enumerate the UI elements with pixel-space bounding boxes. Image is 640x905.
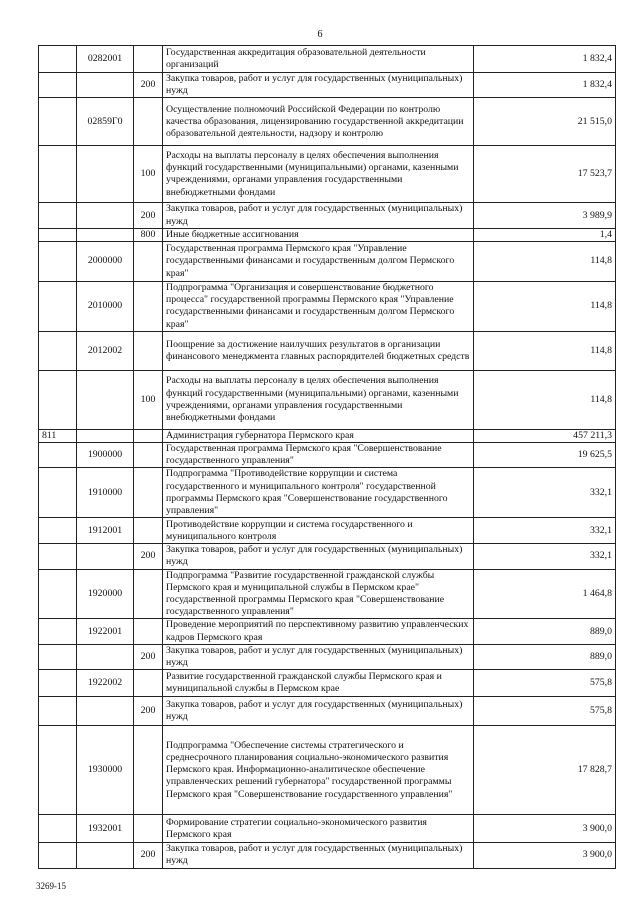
table-cell-vr: 200 xyxy=(134,73,163,98)
table-cell-vr xyxy=(134,98,163,146)
table-cell-ved xyxy=(39,815,77,843)
table-cell-ved xyxy=(39,726,77,815)
table-cell-csr: 02859Г0 xyxy=(77,98,134,146)
table-cell-vr: 200 xyxy=(134,843,163,868)
table-cell-csr: 2012002 xyxy=(77,331,134,370)
table-cell-sum: 3 900,0 xyxy=(474,843,616,868)
table-cell-ved xyxy=(39,518,77,544)
table-cell-sum: 332,1 xyxy=(474,518,616,544)
table-cell-name: Расходы на выплаты персоналу в целях обеспечения выполнения функций государственными (муниципальными) органами, казенными учреждениями, органами управления государственными внебюджетными фондами xyxy=(163,370,474,429)
table-row xyxy=(39,697,616,726)
table-cell-csr xyxy=(77,228,134,241)
table-cell-vr xyxy=(134,429,163,442)
table-cell-csr: 1912001 xyxy=(77,518,134,544)
table-row xyxy=(39,443,616,468)
table-cell-name: Закупка товаров, работ и услуг для государственных (муниципальных) нужд xyxy=(163,843,474,868)
table-cell-csr xyxy=(77,203,134,228)
table-cell-ved xyxy=(39,146,77,203)
table-row xyxy=(39,429,616,442)
table-cell-sum: 889,0 xyxy=(474,644,616,669)
table-cell-vr: 200 xyxy=(134,644,163,669)
table-cell-csr xyxy=(77,644,134,669)
table-cell-csr: 0282001 xyxy=(77,46,134,73)
table-cell-name: Государственная программа Пермского края "Управление государственными финансами и государственным долгом Пермского края" xyxy=(163,242,474,282)
table-cell-vr: 800 xyxy=(134,228,163,241)
table-cell-name: Иные бюджетные ассигнования xyxy=(163,228,474,241)
table-cell-sum: 332,1 xyxy=(474,544,616,569)
table-cell-name: Осуществление полномочий Российской Федерации по контролю качества образования, лицензированию государственной аккредитации образовательной деятельности, надзору и контролю xyxy=(163,98,474,146)
table-cell-vr xyxy=(134,726,163,815)
table-cell-ved xyxy=(39,644,77,669)
table-cell-sum: 17 523,7 xyxy=(474,146,616,203)
table-cell-sum: 575,8 xyxy=(474,670,616,697)
table-cell-csr: 1932001 xyxy=(77,815,134,843)
table-cell-ved xyxy=(39,619,77,644)
table-cell-ved xyxy=(39,73,77,98)
table-cell-ved xyxy=(39,98,77,146)
table-cell-sum: 332,1 xyxy=(474,468,616,518)
table-row xyxy=(39,670,616,697)
table-cell-csr xyxy=(77,843,134,868)
table-cell-vr xyxy=(134,443,163,468)
table-cell-csr xyxy=(77,544,134,569)
table-cell-name: Подпрограмма "Обеспечение системы стратегического и среднесрочного планирования социально-экономического развития Пермского края. Информационно-аналитическое обеспечение управленческих решений губернатора" государственной программы Пермского края "Совершенствование государственного управления" xyxy=(163,726,474,815)
table-cell-sum: 889,0 xyxy=(474,619,616,644)
table-cell-csr xyxy=(77,429,134,442)
table-cell-name: Подпрограмма "Развитие государственной гражданской службы Пермского края и муниципальной службы в Пермском крае" государственной программы Пермского края "Совершенствование государственного управления" xyxy=(163,569,474,619)
table-row xyxy=(39,544,616,569)
table-cell-name: Государственная аккредитация образовательной деятельности организаций xyxy=(163,46,474,73)
table-row xyxy=(39,370,616,429)
table-cell-vr: 200 xyxy=(134,544,163,569)
table-row xyxy=(39,228,616,241)
table-cell-name: Закупка товаров, работ и услуг для государственных (муниципальных) нужд xyxy=(163,697,474,726)
table-cell-name: Противодействие коррупции и система государственного и муниципального контроля xyxy=(163,518,474,544)
table-cell-csr xyxy=(77,73,134,98)
table-cell-sum: 3 900,0 xyxy=(474,815,616,843)
table-cell-ved xyxy=(39,370,77,429)
table-cell-sum: 457 211,3 xyxy=(474,429,616,442)
table-cell-ved xyxy=(39,443,77,468)
table-cell-name: Поощрение за достижение наилучших результатов в организации финансового менеджмента главных распорядителей бюджетных средств xyxy=(163,331,474,370)
table-row xyxy=(39,843,616,868)
table-cell-ved xyxy=(39,242,77,282)
table-cell-csr xyxy=(77,370,134,429)
table-cell-sum: 114,8 xyxy=(474,331,616,370)
budget-table xyxy=(38,45,616,869)
table-row xyxy=(39,815,616,843)
table-cell-vr xyxy=(134,282,163,332)
table-cell-vr: 200 xyxy=(134,697,163,726)
table-cell-ved xyxy=(39,46,77,73)
table-cell-vr xyxy=(134,242,163,282)
table-cell-ved xyxy=(39,569,77,619)
table-cell-vr xyxy=(134,46,163,73)
table-cell-csr xyxy=(77,697,134,726)
table-cell-csr: 2010000 xyxy=(77,282,134,332)
table-cell-sum: 1 832,4 xyxy=(474,73,616,98)
table-row xyxy=(39,282,616,332)
table-row xyxy=(39,468,616,518)
table-cell-sum: 114,8 xyxy=(474,242,616,282)
table-row xyxy=(39,569,616,619)
document-code: 3269-15 xyxy=(36,881,66,891)
table-cell-vr xyxy=(134,468,163,518)
table-cell-sum: 17 828,7 xyxy=(474,726,616,815)
table-cell-name: Формирование стратегии социально-экономического развития Пермского края xyxy=(163,815,474,843)
table-row xyxy=(39,518,616,544)
table-cell-name: Расходы на выплаты персоналу в целях обеспечения выполнения функций государственными (муниципальными) органами, казенными учреждениями, органами управления государственными внебюджетными фондами xyxy=(163,146,474,203)
table-cell-sum: 114,8 xyxy=(474,282,616,332)
table-cell-csr: 1920000 xyxy=(77,569,134,619)
table-row xyxy=(39,73,616,98)
table-cell-sum: 1 464,8 xyxy=(474,569,616,619)
table-cell-ved xyxy=(39,468,77,518)
table-row xyxy=(39,46,616,73)
table-cell-name: Подпрограмма "Противодействие коррупции и система государственного и муниципального контроля" государственной программы Пермского края "Совершенствование государственного управления" xyxy=(163,468,474,518)
table-cell-vr xyxy=(134,518,163,544)
table-row xyxy=(39,644,616,669)
table-cell-vr xyxy=(134,331,163,370)
page-number: 6 xyxy=(317,29,323,40)
table-cell-name: Закупка товаров, работ и услуг для государственных (муниципальных) нужд xyxy=(163,644,474,669)
table-cell-sum: 575,8 xyxy=(474,697,616,726)
table-cell-ved xyxy=(39,544,77,569)
table-row xyxy=(39,98,616,146)
table-cell-vr: 200 xyxy=(134,203,163,228)
table-cell-name: Развитие государственной гражданской службы Пермского края и муниципальной службы в Пермском крае xyxy=(163,670,474,697)
table-cell-csr: 1930000 xyxy=(77,726,134,815)
table-cell-sum: 19 625,5 xyxy=(474,443,616,468)
table-row xyxy=(39,242,616,282)
table-cell-csr: 1900000 xyxy=(77,443,134,468)
table-cell-ved xyxy=(39,843,77,868)
table-row xyxy=(39,619,616,644)
table-cell-vr xyxy=(134,670,163,697)
table-cell-ved xyxy=(39,282,77,332)
table-cell-sum: 3 989,9 xyxy=(474,203,616,228)
table-cell-ved: 811 xyxy=(39,429,77,442)
table-row xyxy=(39,331,616,370)
table-cell-ved xyxy=(39,203,77,228)
table-cell-vr xyxy=(134,569,163,619)
table-cell-ved xyxy=(39,228,77,241)
table-cell-vr xyxy=(134,815,163,843)
table-cell-ved xyxy=(39,331,77,370)
table-cell-name: Проведение мероприятий по перспективному развитию управленческих кадров Пермского края xyxy=(163,619,474,644)
table-cell-name: Закупка товаров, работ и услуг для государственных (муниципальных) нужд xyxy=(163,203,474,228)
table-cell-ved xyxy=(39,697,77,726)
table-row xyxy=(39,726,616,815)
table-cell-vr: 100 xyxy=(134,146,163,203)
table-cell-ved xyxy=(39,670,77,697)
table-cell-name: Закупка товаров, работ и услуг для государственных (муниципальных) нужд xyxy=(163,544,474,569)
table-row xyxy=(39,203,616,228)
table-cell-csr: 1922001 xyxy=(77,619,134,644)
table-cell-csr: 1922002 xyxy=(77,670,134,697)
table-cell-name: Государственная программа Пермского края "Совершенствование государственного управления" xyxy=(163,443,474,468)
table-cell-csr xyxy=(77,146,134,203)
table-row xyxy=(39,146,616,203)
table-cell-csr: 2000000 xyxy=(77,242,134,282)
table-cell-csr: 1910000 xyxy=(77,468,134,518)
table-cell-sum: 1,4 xyxy=(474,228,616,241)
table-cell-sum: 21 515,0 xyxy=(474,98,616,146)
table-cell-vr: 100 xyxy=(134,370,163,429)
table-cell-sum: 1 832,4 xyxy=(474,46,616,73)
table-cell-sum: 114,8 xyxy=(474,370,616,429)
table-cell-vr xyxy=(134,619,163,644)
table-cell-name: Подпрограмма "Организация и совершенствование бюджетного процесса" государственной программы Пермского края "Управление государственными финансами и государственным долгом Пермского края" xyxy=(163,282,474,332)
table-cell-name: Администрация губернатора Пермского края xyxy=(163,429,474,442)
table-cell-name: Закупка товаров, работ и услуг для государственных (муниципальных) нужд xyxy=(163,73,474,98)
